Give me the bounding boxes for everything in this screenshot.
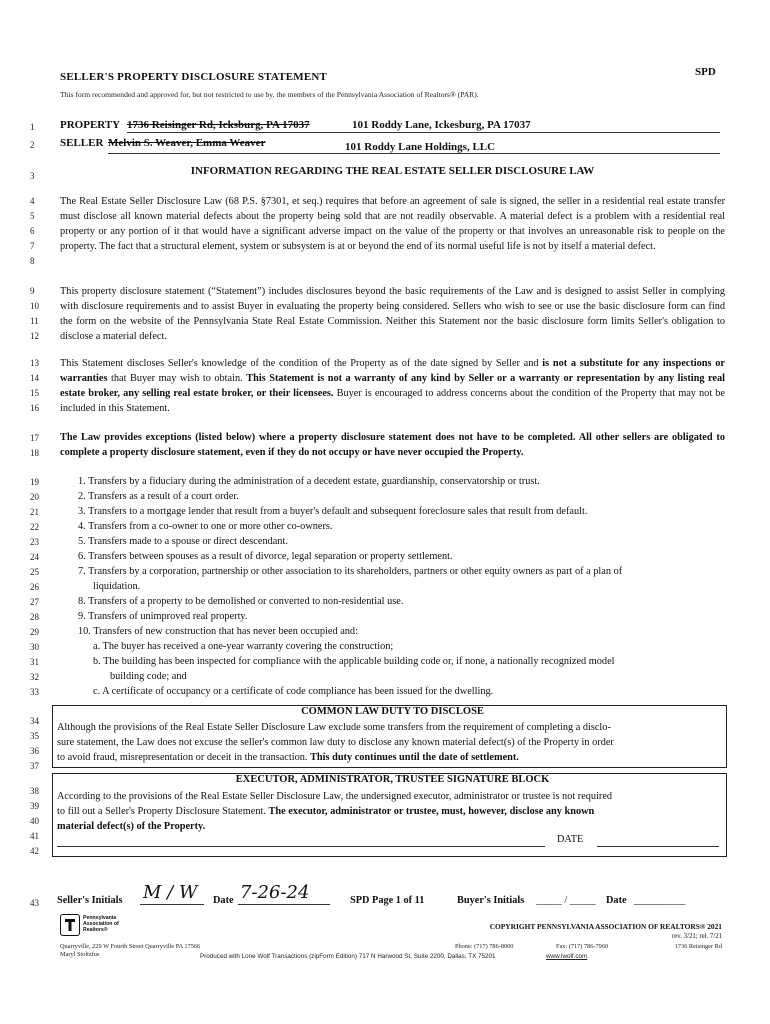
line-number: 5 <box>30 211 35 221</box>
broker-name: Maryl Stoltzfus <box>60 951 100 958</box>
revision: rev. 3/21; rel. 7/21 <box>672 933 722 940</box>
executor-line-2b: The executor, administrator or trustee, must, however, disclose any known <box>268 806 595 817</box>
line-number: 20 <box>30 492 39 502</box>
line-number: 3 <box>30 171 35 181</box>
line-number: 9 <box>30 286 35 296</box>
line-number: 33 <box>30 687 39 697</box>
par-logo-glyph <box>61 915 79 935</box>
p3-text-d: This Statement is not a warranty of any kind by Seller or a warranty or representation by any listing real estate broker, any selling real estate broker, or their licensees. <box>60 373 726 400</box>
p3-text-e: Buyer is encouraged to address concerns about the condition of the Property that may not be included in this Statement. <box>60 388 725 415</box>
list-item: 9. Transfers of unimproved real property. <box>78 611 248 622</box>
sub-list-item-continuation: building code; and <box>110 671 187 682</box>
seller-underline <box>108 153 720 154</box>
form-subtitle: This form recommended and approved for, but not restricted to use by, the members of the Pennsylvania Association of Realtors® (PAR). <box>60 90 479 99</box>
seller-date-label: Date <box>213 895 234 906</box>
par-logo-line: Pennsylvania <box>83 915 117 921</box>
seller-name-field[interactable]: 101 Roddy Lane Holdings, LLC <box>345 141 496 153</box>
par-logo-line: Association of <box>83 921 119 927</box>
line-number: 16 <box>30 403 39 413</box>
buyer-initials-label: Buyer's Initials <box>457 895 525 906</box>
line-number: 26 <box>30 582 39 592</box>
fax: Fax: (717) 786-7960 <box>556 943 609 950</box>
line-number: 36 <box>30 746 39 756</box>
phone: Phone: (717) 786-8000 <box>455 943 514 950</box>
line-number: 27 <box>30 597 39 607</box>
line-number: 1 <box>30 122 35 132</box>
seller-initials-label: Seller's Initials <box>57 895 123 906</box>
common-law-line-3a: to avoid fraud, misrepresentation or deceit in the transaction. <box>57 752 311 763</box>
line-number: 24 <box>30 552 39 562</box>
seller-label: SELLER <box>60 137 104 149</box>
line-number: 39 <box>30 801 39 811</box>
line-number: 6 <box>30 226 35 236</box>
broker-address: Quarryville, 229 W Fourth Street Quarryville PA 17566 <box>60 943 201 950</box>
executor-line-2 <box>57 804 594 819</box>
seller-date-field[interactable]: 7-26-24 <box>240 882 310 903</box>
p3-text-c: that Buyer may wish to obtain. <box>107 373 247 385</box>
executor-line-2a: to fill out a Seller's Property Disclosure Statement. <box>57 806 269 817</box>
paragraph-text: The Real Estate Seller Disclosure Law (68 P.S. §7301, et seq.) requires that before an agreement of sale is signed, the seller in a residential real estate transfer must disclose all known material defects about the property being sold that are not readily observable. A material defect is a problem with a residential real property or any portion of it that would have a significant adverse impact on the value of the property or that involves an unreasonable risk to people on the property. The fact that a structural element, system or subsystem is at or beyond the end of its normal useful life is not by itself a material defect. <box>60 196 725 253</box>
line-number: 2 <box>30 140 35 150</box>
list-item: 1. Transfers by a fiduciary during the administration of a decedent estate, guardianship, conservatorship or trust. <box>78 476 540 487</box>
common-law-line-3 <box>57 750 519 765</box>
list-item: 2. Transfers as a result of a court order. <box>78 491 239 502</box>
executor-line-3: material defect(s) of the Property. <box>57 821 206 832</box>
list-item: 5. Transfers made to a spouse or direct descendant. <box>78 536 288 547</box>
executor-date-line[interactable] <box>597 846 719 847</box>
line-number: 43 <box>30 898 39 908</box>
paragraph-statement-scope <box>60 356 725 416</box>
paragraph-exceptions-intro: The Law provides exceptions (listed below) where a property disclosure statement does not have to be completed. All other sellers are obligated to complete a property disclosure statement, even if they do not occupy or have never occupied the Property. <box>60 432 725 459</box>
common-law-heading: COMMON LAW DUTY TO DISCLOSE <box>301 706 484 717</box>
property-label: PROPERTY <box>60 119 121 131</box>
list-item: 6. Transfers between spouses as a result of divorce, legal separation or property settlement. <box>78 551 453 562</box>
line-number: 42 <box>30 846 39 856</box>
line-number: 11 <box>30 316 39 326</box>
par-logo-line: Realtors® <box>83 927 108 933</box>
list-item: 8. Transfers of a property to be demolished or converted to non-residential use. <box>78 596 404 607</box>
form-code: SPD <box>695 66 716 78</box>
line-number: 21 <box>30 507 39 517</box>
line-number: 22 <box>30 522 39 532</box>
line-number: 23 <box>30 537 39 547</box>
line-number: 40 <box>30 816 39 826</box>
page-number: SPD Page 1 of 11 <box>350 895 425 906</box>
sub-list-item: b. The building has been inspected for compliance with the applicable building code or, if none, a nationally recognized model <box>93 656 615 667</box>
line-number: 28 <box>30 612 39 622</box>
line-number: 12 <box>30 331 39 341</box>
common-law-line-2: sure statement, the Law does not excuse the seller's common law duty to disclose any known material defect(s) of the Property in order <box>57 737 614 748</box>
common-law-line-3b: This duty continues until the date of settlement. <box>310 752 519 763</box>
list-item: 3. Transfers to a mortgage lender that result from a buyer's default and subsequent foreclosure sales that result from default. <box>78 506 588 517</box>
copyright: COPYRIGHT PENNSYLVANIA ASSOCIATION OF REALTORS® 2021 <box>489 922 722 931</box>
property-address-field[interactable]: 101 Roddy Lane, Ickesburg, PA 17037 <box>352 119 531 131</box>
common-law-line-1: Although the provisions of the Real Estate Seller Disclosure Law exclude some transfers from the requirement of completing a disclo- <box>57 722 611 733</box>
buyer-initials-field[interactable]: _____ / _____ <box>536 895 596 906</box>
executor-date-label: DATE <box>557 834 584 845</box>
line-number: 32 <box>30 672 39 682</box>
line-number: 31 <box>30 657 39 667</box>
line-number: 10 <box>30 301 39 311</box>
line-number: 4 <box>30 196 35 206</box>
line-number: 8 <box>30 256 35 266</box>
sub-list-item: a. The buyer has received a one-year warranty covering the construction; <box>93 641 394 652</box>
website-link[interactable]: www.lwolf.com <box>546 953 588 960</box>
line-number: 18 <box>30 448 39 458</box>
line-number: 7 <box>30 241 35 251</box>
line-number: 14 <box>30 373 39 383</box>
buyer-date-label: Date <box>606 895 627 906</box>
buyer-date-field[interactable]: __________ <box>634 895 686 906</box>
list-item: 7. Transfers by a corporation, partnership or other association to its shareholders, partners or other equity owners as part of a plan of <box>78 566 623 577</box>
line-number: 25 <box>30 567 39 577</box>
seller-struck-name: Melvin S. Weaver, Emma Weaver <box>108 137 266 149</box>
list-item: 10. Transfers of new construction that has never been occupied and: <box>78 626 358 637</box>
executor-heading: EXECUTOR, ADMINISTRATOR, TRUSTEE SIGNATURE BLOCK <box>235 774 550 785</box>
line-number: 13 <box>30 358 39 368</box>
paragraph-seller-disclosure-law <box>60 194 725 254</box>
seller-initials-field[interactable]: M / W <box>143 882 198 903</box>
line-number: 30 <box>30 642 39 652</box>
paragraph-statement-purpose: This property disclosure statement (“Statement”) includes disclosures beyond the basic requirements of the Law and is designed to assist Seller in complying with disclosure requirements and to assist Buyer in evaluating the property being considered. Sellers who wish to see or use the basic disclosure form can find the form on the website of the Pennsylvania State Real Estate Commission. Neither this Statement nor the basic disclosure form limits Seller's obligation to disclose a material defect. <box>60 286 725 343</box>
par-logo-icon <box>60 914 80 936</box>
produced-with: Produced with Lone Wolf Transactions (zipForm Edition) 717 N Harwood St, Suite 2200, Dallas, TX 75201 <box>200 953 496 960</box>
executor-signature-line[interactable] <box>57 846 545 847</box>
seller-date-line <box>238 904 330 905</box>
list-item-continuation: liquidation. <box>93 581 141 592</box>
address-reference: 1736 Reisinger Rd <box>674 943 722 950</box>
form-title: SELLER'S PROPERTY DISCLOSURE STATEMENT <box>60 71 328 83</box>
line-number: 19 <box>30 477 39 487</box>
executor-line-1: According to the provisions of the Real Estate Seller Disclosure Law, the undersigned executor, administrator or trustee is not required <box>57 791 613 802</box>
sub-list-item: c. A certificate of occupancy or a certificate of code compliance has been issued for the dwelling. <box>93 686 494 697</box>
line-number: 29 <box>30 627 39 637</box>
par-logo-text <box>83 915 119 933</box>
line-number: 41 <box>30 831 39 841</box>
line-number: 17 <box>30 433 39 443</box>
line-number: 37 <box>30 761 39 771</box>
line-number: 15 <box>30 388 39 398</box>
p3-text-b: is not a substitute for any inspections or warranties <box>60 358 725 385</box>
seller-initials-line <box>140 904 204 905</box>
property-struck-address: 1736 Reisinger Rd, Icksburg, PA 17037 <box>127 119 310 131</box>
line-number: 35 <box>30 731 39 741</box>
p3-text-a: This Statement discloses Seller's knowledge of the condition of the Property as of the date signed by Seller and <box>60 358 543 369</box>
line-number: 38 <box>30 786 39 796</box>
list-item: 4. Transfers from a co-owner to one or more other co-owners. <box>78 521 333 532</box>
property-underline <box>127 132 720 133</box>
info-heading: INFORMATION REGARDING THE REAL ESTATE SELLER DISCLOSURE LAW <box>190 165 595 177</box>
line-number: 34 <box>30 716 39 726</box>
